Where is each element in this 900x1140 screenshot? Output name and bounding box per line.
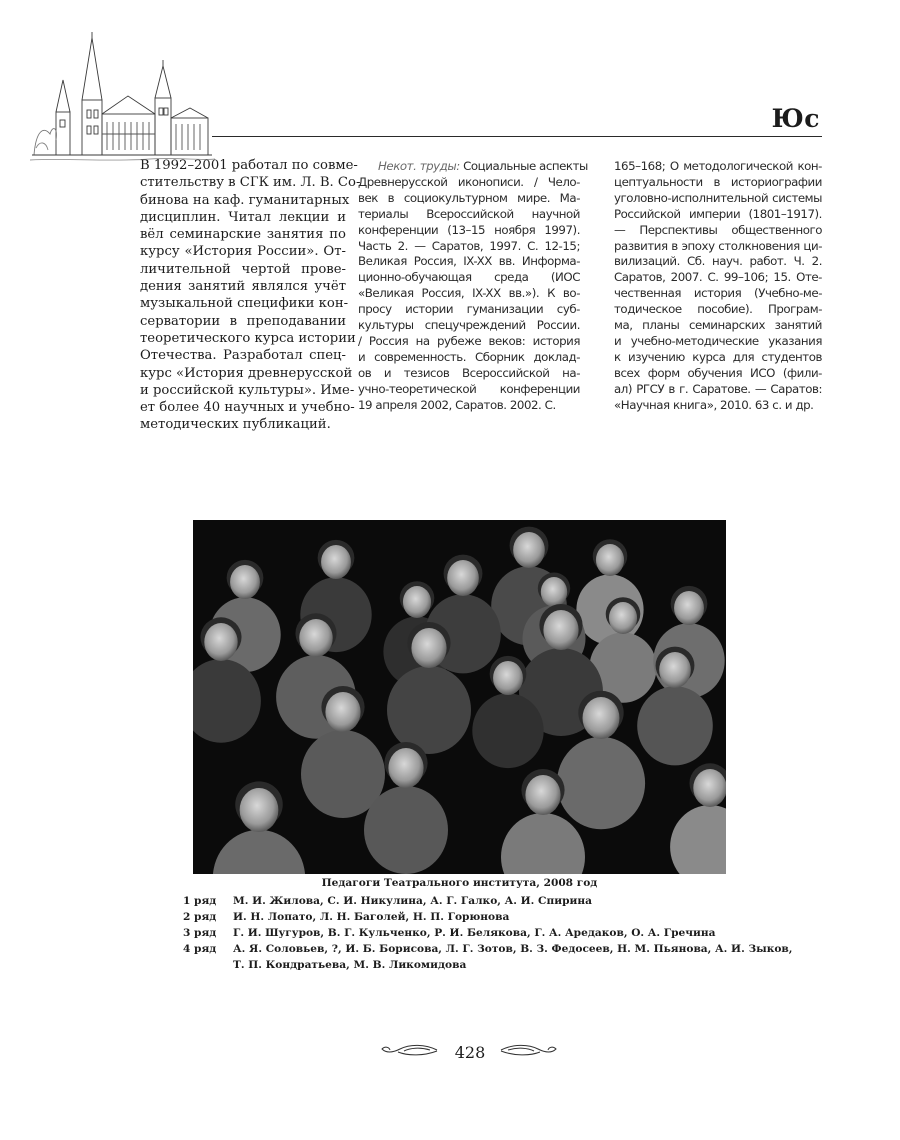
flourish-ornament-icon — [500, 1042, 558, 1063]
biography-line: музыкальной специфики кон- — [140, 296, 349, 312]
works-line: — Перспективы общественного — [614, 222, 822, 237]
works-first-text: Социальные аспекты — [463, 159, 588, 173]
person-body — [557, 737, 645, 829]
person-face — [541, 577, 567, 607]
biography-column — [140, 157, 361, 434]
person-face — [513, 532, 545, 568]
biography-line: стительству в СГК им. Л. В. Со- — [140, 175, 361, 191]
biography-line: курсу «История России». От- — [140, 244, 346, 260]
works-line: к изучению курса для студентов — [614, 349, 822, 364]
works-column-1 — [358, 159, 588, 414]
page-footer — [0, 1040, 900, 1068]
person-body — [387, 666, 471, 754]
person-face — [325, 692, 360, 732]
running-head: Юс — [771, 104, 820, 133]
works-line: ал) РГСУ в г. Саратове. — Саратов: — [614, 381, 822, 396]
works-line: «Научная книга», 2010. 63 с. и др. — [614, 397, 814, 412]
caption-row — [183, 893, 743, 909]
works-first-line — [358, 159, 588, 175]
works-line: учно-теоретической конференции — [358, 381, 580, 396]
person-face — [596, 544, 624, 576]
biography-line: дения занятий являлся учёт — [140, 279, 346, 295]
biography-line: бинова на каф. гуманитарных — [140, 192, 350, 208]
person-face — [674, 591, 704, 625]
works-line: цептуальности в историографии — [614, 174, 822, 189]
flourish-ornament-icon — [380, 1042, 438, 1063]
biography-line: ет более 40 научных и учебно- — [140, 400, 355, 416]
caption-row-label: 1 ряд — [183, 895, 217, 907]
works-line: и учебно-методические указания — [614, 333, 822, 348]
works-line: ов и тезисов Всероссийской на- — [358, 365, 580, 380]
works-line: Часть 2. — Саратов, 1997. С. 12-15; — [358, 238, 580, 253]
works-line: Древнерусской иконописи. / Чело- — [358, 174, 580, 189]
person-face — [525, 775, 560, 815]
works-line: Великая Россия, IX-XX вв. Информа- — [358, 254, 580, 269]
works-column-2 — [614, 159, 822, 414]
caption-row-label — [183, 957, 233, 973]
person-face — [403, 586, 431, 618]
person-face — [204, 623, 237, 661]
works-line: чественная история (Учебно-ме- — [614, 286, 822, 301]
caption-row-names: И. Н. Лопато, Л. Н. Баголей, Н. П. Горюнова — [233, 911, 510, 923]
person-face — [299, 619, 332, 657]
works-line: век в социокультурном мире. Ма- — [358, 190, 580, 205]
person-face — [411, 628, 446, 668]
page-number: 428 — [454, 1043, 486, 1062]
works-line: ма, планы семинарских занятий — [614, 318, 822, 333]
biography-line: дисциплин. Читал лекции и — [140, 209, 346, 225]
works-line: конференции (13–15 ноября 1997). — [358, 222, 580, 237]
caption-row — [183, 925, 743, 941]
caption-row-label: 3 ряд — [183, 927, 217, 939]
header-rule — [212, 136, 822, 137]
person-face — [609, 602, 637, 634]
works-line: Саратов, 2007. С. 99–106; 15. Оте- — [614, 270, 822, 285]
works-intro: Некот. труды: — [378, 159, 460, 173]
caption-row-names: М. И. Жилова, С. И. Никулина, А. Г. Галко, А. И. Спирина — [233, 895, 592, 907]
caption-row — [183, 941, 793, 957]
biography-line: теоретического курса истории — [140, 330, 356, 346]
biography-line: В 1992–2001 работал по совме- — [140, 158, 358, 173]
works-line: уголовно-исполнительной системы — [614, 190, 822, 205]
person-face — [693, 769, 726, 807]
works-line: ционно-обучающая среда (ИОС — [358, 270, 580, 285]
caption-rows — [183, 893, 793, 973]
person-face — [447, 560, 479, 596]
caption-row — [183, 909, 743, 925]
works-line: Российской империи (1801–1917). — [614, 206, 822, 221]
biography-line: Отечества. Разработал спец- — [140, 348, 346, 364]
biography-line: и российской культуры». Име- — [140, 382, 355, 398]
person-face — [230, 565, 260, 599]
person-face — [388, 748, 423, 788]
biography-line: вёл семинарские занятия по — [140, 227, 346, 243]
works-line: териалы Всероссийской научной — [358, 206, 580, 221]
caption-row — [183, 957, 743, 973]
works-line: вилизаций. Сб. науч. работ. Ч. 2. — [614, 254, 822, 269]
works-line: 165–168; О методологической кон- — [614, 159, 822, 173]
biography-line: личительной чертой прове- — [140, 261, 346, 277]
caption-row-names: Г. И. Шугуров, В. Г. Кульченко, Р. И. Белякова, Г. А. Аредаков, О. А. Гречина — [233, 927, 716, 939]
person-face — [321, 545, 351, 579]
works-line: / Россия на рубеже веков: история — [358, 333, 580, 348]
person-face — [240, 788, 279, 832]
works-line: просу истории гуманизации суб- — [358, 302, 580, 317]
person-face — [493, 661, 523, 695]
caption-row-label: 4 ряд — [183, 943, 217, 955]
biography-line: методических публикаций. — [140, 417, 331, 433]
caption-row-names: Т. П. Кондратьева, М. В. Ликомидова — [233, 959, 467, 971]
works-line: тодическое пособие). Програм- — [614, 302, 822, 317]
caption-row-label: 2 ряд — [183, 911, 217, 923]
works-line: всех форм обучения ИСО (фили- — [614, 365, 822, 380]
person-face — [659, 652, 691, 688]
works-line: 19 апреля 2002, Саратов. 2002. С. — [358, 397, 556, 412]
works-line: развития в эпоху столкновения ци- — [614, 238, 822, 253]
photo-caption: Педагоги Театрального института, 2008 год — [321, 877, 598, 889]
group-photo — [193, 520, 726, 874]
works-line: «Великая Россия, IX-XX вв.»). К во- — [358, 286, 580, 301]
person-body — [364, 786, 448, 874]
person-body — [637, 686, 713, 765]
castle-sketch-icon — [30, 30, 215, 170]
person-body — [472, 693, 543, 768]
person-face — [543, 610, 578, 650]
biography-line: курс «История древнерусской — [140, 365, 353, 381]
person-face — [583, 697, 620, 739]
works-line: культуры спецучреждений России. — [358, 318, 580, 333]
biography-line: серватории в преподавании — [140, 313, 346, 329]
caption-row-names: А. Я. Соловьев, ?, И. Б. Борисова, Л. Г. Зотов, В. З. Федосеев, Н. М. Пьянова, А. И. Зыков, — [233, 943, 793, 955]
works-line: и современность. Сборник доклад- — [358, 349, 580, 364]
